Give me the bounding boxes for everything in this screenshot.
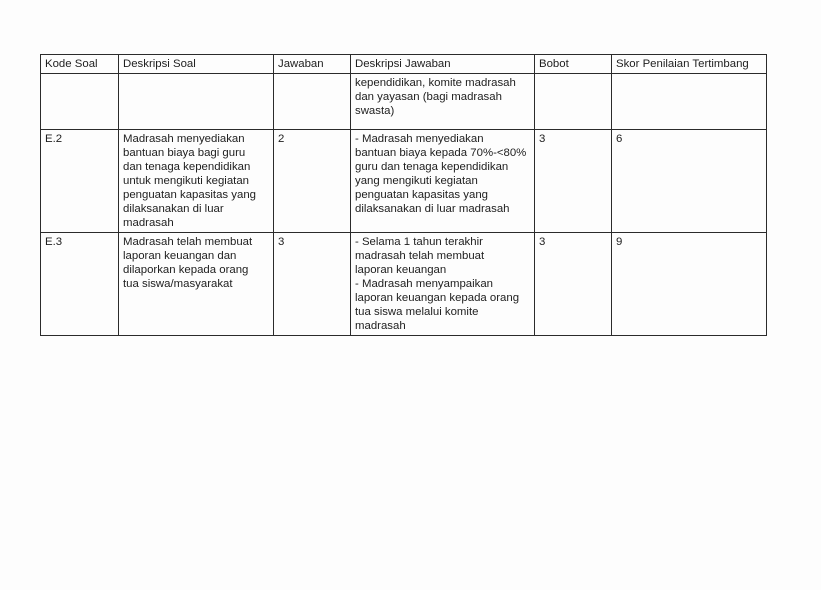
header-jawaban: Jawaban (274, 55, 351, 74)
cell-bobot (535, 74, 612, 130)
cell-jawaban: 3 (274, 233, 351, 336)
cell-deskripsi-soal: Madrasah telah membuat laporan keuangan dan dilaporkan kepada orang tua siswa/masyarakat (119, 233, 274, 336)
cell-kode (41, 74, 119, 130)
table-row (41, 74, 767, 130)
cell-deskripsi-jawaban: - Madrasah menyediakan bantuan biaya kepada 70%-<80% guru dan tenaga kependidikan yang mengikuti kegiatan penguatan kapasitas yang dilaksanakan di luar madrasah (351, 130, 535, 233)
header-kode-soal: Kode Soal (41, 55, 119, 74)
assessment-table (40, 54, 767, 336)
table-header-row (41, 55, 767, 74)
cell-skor (612, 74, 767, 130)
header-bobot: Bobot (535, 55, 612, 74)
cell-deskripsi-jawaban: - Selama 1 tahun terakhir madrasah telah membuat laporan keuangan - Madrasah menyampaikan laporan keuangan kepada orang tua siswa melalui komite madrasah (351, 233, 535, 336)
cell-skor: 6 (612, 130, 767, 233)
cell-bobot: 3 (535, 233, 612, 336)
cell-deskripsi-jawaban: kependidikan, komite madrasah dan yayasan (bagi madrasah swasta) (351, 74, 535, 130)
cell-skor: 9 (612, 233, 767, 336)
cell-kode: E.3 (41, 233, 119, 336)
cell-kode: E.2 (41, 130, 119, 233)
cell-bobot: 3 (535, 130, 612, 233)
cell-deskripsi-soal (119, 74, 274, 130)
header-skor: Skor Penilaian Tertimbang (612, 55, 767, 74)
cell-deskripsi-soal: Madrasah menyediakan bantuan biaya bagi guru dan tenaga kependidikan untuk mengikuti kegiatan penguatan kapasitas yang dilaksanakan di luar madrasah (119, 130, 274, 233)
table-row (41, 233, 767, 336)
header-deskripsi-soal: Deskripsi Soal (119, 55, 274, 74)
cell-jawaban: 2 (274, 130, 351, 233)
header-deskripsi-jawaban: Deskripsi Jawaban (351, 55, 535, 74)
cell-jawaban (274, 74, 351, 130)
table-row (41, 130, 767, 233)
